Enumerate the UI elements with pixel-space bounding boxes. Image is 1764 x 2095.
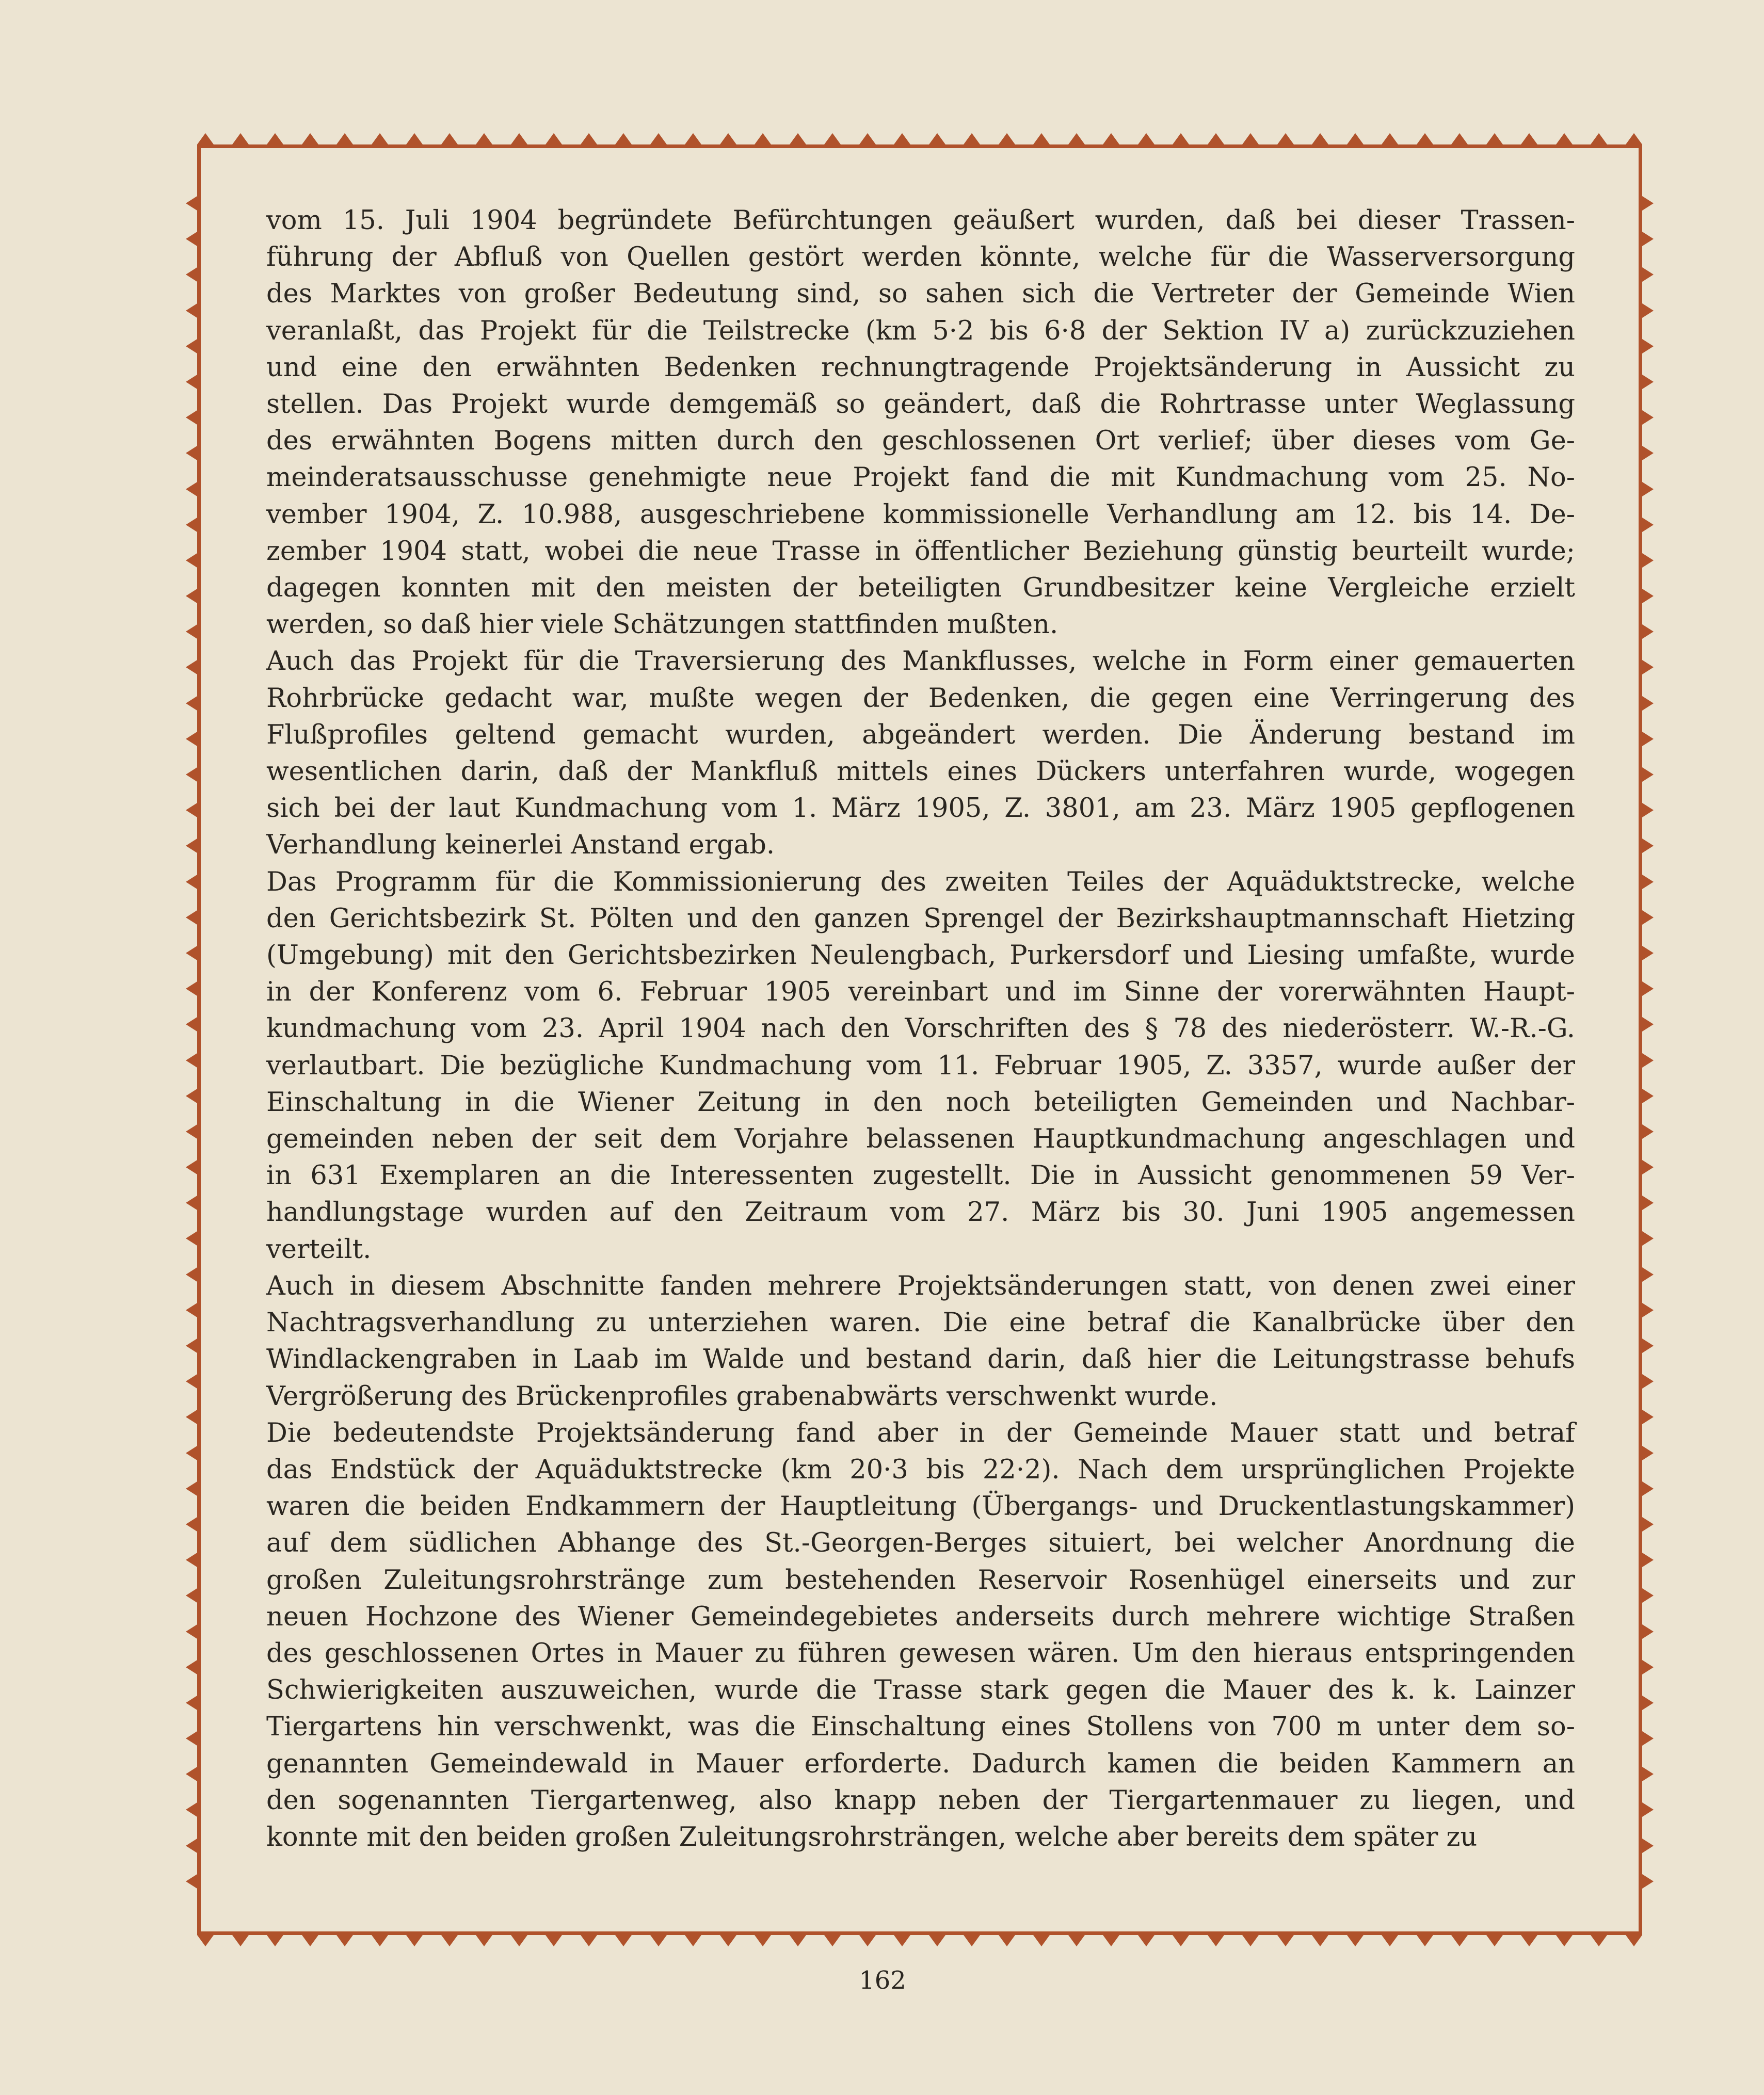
text-line: Die bedeutendste Projektsänderung fand aber in der Gemeinde Mauer statt und betraf [266, 1417, 1575, 1448]
page-number: 162 [859, 1966, 906, 1995]
ornament-triangle [1642, 946, 1654, 960]
ornament-triangle [1521, 1935, 1537, 1946]
ornament-triangle [186, 875, 197, 889]
border-left-ornament [186, 196, 197, 1889]
ornament-triangle [186, 732, 197, 746]
ornament-triangle [999, 1935, 1015, 1946]
ornament-triangle [546, 1935, 562, 1946]
ornament-triangle [1591, 1935, 1607, 1946]
text-line: Das Programm für die Kommissionierung des zweiten Teiles der Aquäduktstrecke, welche [266, 866, 1575, 897]
text-line: vember 1904, Z. 10.988, ausgeschriebene kommissionelle Verhandlung am 12. bis 14. De- [266, 499, 1575, 530]
ornament-triangle [1642, 1374, 1654, 1389]
paragraph [266, 643, 1575, 863]
ornament-triangle [186, 1410, 197, 1424]
ornament-triangle [1591, 133, 1607, 144]
text-line: dagegen konnten mit den meisten der beteiligten Grundbesitzer keine Vergleiche erzielt [266, 573, 1575, 604]
ornament-triangle [1642, 1517, 1654, 1532]
ornament-triangle [1138, 133, 1154, 144]
paragraph [266, 1268, 1575, 1415]
text-line: Auch das Projekt für die Traversierung des Mankflusses, welche in Form einer gemauerten [266, 646, 1575, 677]
ornament-triangle [1642, 1802, 1654, 1817]
text-line: den Gerichtsbezirk St. Pölten und den ganzen Sprengel der Bezirkshauptmannschaft Hietzing [266, 903, 1575, 934]
ornament-triangle [186, 410, 197, 425]
ornament-triangle [186, 1696, 197, 1710]
ornament-triangle [1242, 1935, 1259, 1946]
text-line: auf dem südlichen Abhange des St.-Georgen-Berges situiert, bei welcher Anordnung die [266, 1528, 1575, 1559]
ornament-triangle [790, 1935, 806, 1946]
text-line: gemeinden neben der seit dem Vorjahre belassenen Hauptkundmachung angeschlagen und [266, 1124, 1575, 1155]
ornament-triangle [186, 1017, 197, 1032]
ornament-triangle [186, 303, 197, 318]
ornament-triangle [186, 1588, 197, 1603]
text-line: führung der Abfluß von Quellen gestört werden könnte, welche für die Wasserversorgung [266, 242, 1575, 273]
ornament-triangle [441, 1935, 458, 1946]
ornament-triangle [186, 1660, 197, 1674]
ornament-triangle [1033, 1935, 1050, 1946]
ornament-triangle [1173, 1935, 1189, 1946]
ornament-triangle [186, 375, 197, 389]
ornament-triangle [267, 1935, 283, 1946]
ornament-triangle [441, 133, 458, 144]
ornament-triangle [186, 1874, 197, 1889]
ornament-triangle [186, 1231, 197, 1246]
ornament-triangle [1103, 133, 1119, 144]
ornament-triangle [929, 1935, 945, 1946]
ornament-triangle [1642, 1160, 1654, 1174]
text-line: verteilt. [266, 1234, 372, 1265]
text-line: veranlaßt, das Projekt für die Teilstrecke (km 5·2 bis 6·8 der Sektion IV a) zurückzuziehen [266, 315, 1575, 346]
ornament-triangle [1642, 303, 1654, 318]
ornament-triangle [186, 1839, 197, 1853]
ornament-triangle [1486, 1935, 1503, 1946]
ornament-triangle [186, 1339, 197, 1353]
ornament-triangle [1642, 1053, 1654, 1068]
ornament-triangle [372, 1935, 388, 1946]
ornament-triangle [186, 1089, 197, 1103]
ornament-triangle [186, 1053, 197, 1068]
ornament-triangle [964, 133, 980, 144]
ornament-triangle [186, 910, 197, 925]
ornament-triangle [186, 1196, 197, 1210]
ornament-triangle [1242, 133, 1259, 144]
ornament-triangle [685, 1935, 701, 1946]
text-line: (Umgebung) mit den Gerichtsbezirken Neulengbach, Purkersdorf und Liesing umfaßte, wurde [266, 940, 1575, 971]
ornament-triangle [1642, 875, 1654, 889]
text-line: großen Zuleitungsrohrstränge zum bestehenden Reservoir Rosenhügel einerseits und zur [266, 1565, 1575, 1596]
ornament-triangle [1347, 1935, 1364, 1946]
ornament-triangle [476, 133, 492, 144]
ornament-triangle [1208, 1935, 1224, 1946]
text-line: meinderatsausschusse genehmigte neue Projekt fand die mit Kundmachung vom 25. No- [266, 462, 1575, 493]
ornament-triangle [685, 133, 701, 144]
ornament-triangle [1486, 133, 1503, 144]
text-line: vom 15. Juli 1904 begründete Befürchtungen geäußert wurden, daß bei dieser Trassen- [266, 205, 1575, 236]
ornament-triangle [615, 133, 632, 144]
ornament-triangle [186, 1731, 197, 1746]
text-line: kundmachung vom 23. April 1904 nach den Vorschriften des § 78 des niederösterr. W.-R.-G. [266, 1013, 1575, 1044]
ornament-triangle [186, 518, 197, 532]
ornament-triangle [372, 133, 388, 144]
ornament-triangle [1642, 1696, 1654, 1710]
text-line: sich bei der laut Kundmachung vom 1. März 1905, Z. 3801, am 23. März 1905 gepflogenen [266, 793, 1575, 824]
ornament-triangle [186, 1517, 197, 1532]
ornament-triangle [1642, 196, 1654, 211]
text-line: Einschaltung in die Wiener Zeitung in den noch beteiligten Gemeinden und Nachbar- [266, 1087, 1575, 1118]
ornament-triangle [894, 133, 910, 144]
text-line: Windlackengraben in Laab im Walde und bestand darin, daß hier die Leitungstrasse behufs [266, 1344, 1575, 1375]
ornament-triangle [1626, 1935, 1642, 1946]
text-line: Verhandlung keinerlei Anstand ergab. [266, 830, 775, 861]
ornament-triangle [1642, 1660, 1654, 1674]
text-line: das Endstück der Aquäduktstrecke (km 20·3 bis 22·2). Nach dem ursprünglichen Projekte [266, 1454, 1575, 1485]
ornament-triangle [186, 1802, 197, 1817]
text-line: genannten Gemeindewald in Mauer erforderte. Dadurch kamen die beiden Kammern an [266, 1748, 1575, 1779]
ornament-triangle [186, 553, 197, 568]
ornament-triangle [1642, 1839, 1654, 1853]
ornament-triangle [186, 1374, 197, 1389]
text-line: Rohrbrücke gedacht war, mußte wegen der Bedenken, die gegen eine Verringerung des [266, 683, 1575, 714]
ornament-triangle [186, 446, 197, 460]
ornament-triangle [186, 696, 197, 711]
ornament-triangle [1642, 910, 1654, 925]
ornament-triangle [1642, 446, 1654, 460]
ornament-triangle [581, 1935, 597, 1946]
ornament-triangle [1642, 1231, 1654, 1246]
text-line: zember 1904 statt, wobei die neue Trasse in öffentlicher Beziehung günstig beurteilt wurde; [266, 536, 1575, 567]
ornament-triangle [581, 133, 597, 144]
text-line: handlungstage wurden auf den Zeitraum vom 27. März bis 30. Juni 1905 angemessen [266, 1197, 1575, 1228]
ornament-triangle [197, 1935, 214, 1946]
ornament-triangle [1642, 267, 1654, 282]
text-line: werden, so daß hier viele Schätzungen stattfinden mußten. [266, 609, 1059, 640]
ornament-triangle [1642, 1089, 1654, 1103]
ornament-triangle [1642, 732, 1654, 746]
ornament-triangle [186, 1767, 197, 1781]
ornament-triangle [964, 1935, 980, 1946]
text-line: und eine den erwähnten Bedenken rechnungtragende Projektsänderung in Aussicht zu [266, 352, 1575, 383]
ornament-triangle [859, 133, 876, 144]
ornament-triangle [1642, 1553, 1654, 1567]
ornament-triangle [1642, 375, 1654, 389]
ornament-triangle [1312, 1935, 1328, 1946]
border-bottom-ornament [197, 1935, 1642, 1946]
text-line: in 631 Exemplaren an die Interessenten zugestellt. Die in Aussicht genommenen 59 Ver- [266, 1161, 1575, 1191]
ornament-triangle [1642, 553, 1654, 568]
ornament-triangle [1642, 589, 1654, 603]
ornament-triangle [1556, 1935, 1573, 1946]
ornament-triangle [1626, 133, 1642, 144]
ornament-triangle [755, 1935, 771, 1946]
ornament-triangle [1642, 482, 1654, 496]
ornament-triangle [267, 133, 283, 144]
ornament-triangle [1642, 981, 1654, 996]
text-line: wesentlichen darin, daß der Mankfluß mittels eines Dückers unterfahren wurde, wogegen [266, 756, 1575, 787]
ornament-triangle [1642, 1624, 1654, 1639]
ornament-triangle [1382, 1935, 1398, 1946]
ornament-triangle [1642, 1874, 1654, 1889]
paragraph [266, 1415, 1575, 1856]
ornament-triangle [511, 1935, 527, 1946]
ornament-triangle [1208, 133, 1224, 144]
ornament-triangle [1642, 1339, 1654, 1353]
ornament-triangle [186, 1303, 197, 1317]
ornament-triangle [336, 1935, 353, 1946]
text-line: Nachtragsverhandlung zu unterziehen waren. Die eine betraf die Kanalbrücke über den [266, 1308, 1575, 1339]
ornament-triangle [186, 1160, 197, 1174]
ornament-triangle [511, 133, 527, 144]
ornament-triangle [859, 1935, 876, 1946]
ornament-triangle [1642, 1196, 1654, 1210]
ornament-triangle [186, 803, 197, 817]
ornament-triangle [1417, 1935, 1433, 1946]
text-line: konnte mit den beiden großen Zuleitungsrohrsträngen, welche aber bereits dem später zu [266, 1822, 1478, 1852]
text-line: Vergrößerung des Brückenprofiles grabenabwärts verschwenkt wurde. [266, 1381, 1218, 1412]
ornament-triangle [186, 1624, 197, 1639]
ornament-triangle [186, 946, 197, 960]
ornament-triangle [302, 133, 318, 144]
ornament-triangle [1277, 1935, 1294, 1946]
ornament-triangle [790, 133, 806, 144]
ornament-triangle [720, 133, 736, 144]
ornament-triangle [720, 1935, 736, 1946]
ornament-triangle [1068, 133, 1085, 144]
ornament-triangle [650, 133, 667, 144]
ornament-triangle [406, 1935, 423, 1946]
text-line: Tiergartens hin verschwenkt, was die Einschaltung eines Stollens von 700 m unter dem so- [266, 1712, 1575, 1743]
ornament-triangle [1642, 839, 1654, 853]
ornament-triangle [186, 981, 197, 996]
ornament-triangle [186, 624, 197, 639]
ornament-triangle [1642, 518, 1654, 532]
ornament-triangle [650, 1935, 667, 1946]
ornament-triangle [186, 482, 197, 496]
ornament-triangle [1642, 767, 1654, 782]
text-line: Schwierigkeiten auszuweichen, wurde die Trasse stark gegen die Mauer des k. k. Lainzer [266, 1675, 1575, 1706]
ornament-triangle [197, 133, 214, 144]
ornament-triangle [1556, 133, 1573, 144]
text-line: verlautbart. Die bezügliche Kundmachung vom 11. Februar 1905, Z. 3357, wurde außer der [266, 1050, 1575, 1081]
ornament-triangle [186, 1124, 197, 1139]
ornament-triangle [1642, 1410, 1654, 1424]
ornament-triangle [1642, 1731, 1654, 1746]
text-line: des erwähnten Bogens mitten durch den geschlossenen Ort verlief; über dieses vom Ge- [266, 426, 1575, 457]
ornament-triangle [186, 1446, 197, 1460]
text-line: neuen Hochzone des Wiener Gemeindegebietes anderseits durch mehrere wichtige Straßen [266, 1601, 1575, 1632]
ornament-triangle [406, 133, 423, 144]
ornament-triangle [186, 196, 197, 211]
ornament-triangle [1173, 133, 1189, 144]
ornament-triangle [1642, 660, 1654, 674]
ornament-triangle [1347, 133, 1364, 144]
ornament-triangle [1642, 1017, 1654, 1032]
ornament-triangle [1277, 133, 1294, 144]
ornament-triangle [1312, 133, 1328, 144]
ornament-triangle [755, 133, 771, 144]
ornament-triangle [1642, 232, 1654, 246]
ornament-triangle [1642, 410, 1654, 425]
body-text [266, 202, 1575, 1856]
ornament-triangle [1642, 1124, 1654, 1139]
ornament-triangle [232, 133, 249, 144]
ornament-triangle [824, 133, 841, 144]
ornament-triangle [186, 267, 197, 282]
ornament-triangle [186, 232, 197, 246]
ornament-triangle [1521, 133, 1537, 144]
ornament-triangle [1642, 696, 1654, 711]
ornament-triangle [1642, 1303, 1654, 1317]
ornament-triangle [186, 839, 197, 853]
text-line: waren die beiden Endkammern der Hauptleitung (Übergangs- und Druckentlastungskammer) [266, 1491, 1575, 1522]
ornament-triangle [546, 133, 562, 144]
ornament-triangle [302, 1935, 318, 1946]
ornament-triangle [1642, 1481, 1654, 1496]
ornament-triangle [1642, 1588, 1654, 1603]
ornament-triangle [186, 589, 197, 603]
text-line: in der Konferenz vom 6. Februar 1905 vereinbart und im Sinne der vorerwähnten Haupt- [266, 977, 1575, 1008]
ornament-triangle [232, 1935, 249, 1946]
ornament-triangle [476, 1935, 492, 1946]
text-line: des geschlossenen Ortes in Mauer zu führen gewesen wären. Um den hieraus entspringenden [266, 1638, 1575, 1669]
text-line: des Marktes von großer Bedeutung sind, so sahen sich die Vertreter der Gemeinde Wien [266, 279, 1575, 310]
ornament-triangle [1417, 133, 1433, 144]
ornament-triangle [894, 1935, 910, 1946]
ornament-triangle [186, 1553, 197, 1567]
ornament-triangle [1103, 1935, 1119, 1946]
ornament-triangle [1451, 133, 1468, 144]
text-line: stellen. Das Projekt wurde demgemäß so geändert, daß die Rohrtrasse unter Weglassung [266, 389, 1575, 420]
text-line: den sogenannten Tiergartenweg, also knapp neben der Tiergartenmauer zu liegen, und [266, 1785, 1575, 1816]
paragraph [266, 864, 1575, 1268]
border-top-ornament [197, 133, 1642, 144]
ornament-triangle [186, 1267, 197, 1282]
ornament-triangle [1642, 339, 1654, 353]
ornament-triangle [999, 133, 1015, 144]
ornament-triangle [186, 660, 197, 674]
ornament-triangle [1642, 1267, 1654, 1282]
ornament-triangle [1642, 624, 1654, 639]
border-right-ornament [1642, 196, 1654, 1889]
paragraph [266, 202, 1575, 643]
ornament-triangle [1068, 1935, 1085, 1946]
ornament-triangle [186, 1481, 197, 1496]
text-line: Flußprofiles geltend gemacht wurden, abgeändert werden. Die Änderung bestand im [266, 719, 1575, 750]
ornament-triangle [186, 339, 197, 353]
ornament-triangle [929, 133, 945, 144]
ornament-triangle [1138, 1935, 1154, 1946]
ornament-triangle [336, 133, 353, 144]
ornament-triangle [1642, 803, 1654, 817]
ornament-triangle [1033, 133, 1050, 144]
ornament-triangle [1642, 1446, 1654, 1460]
ornament-triangle [615, 1935, 632, 1946]
text-line: Auch in diesem Abschnitte fanden mehrere Projektsänderungen statt, von denen zwei einer [266, 1270, 1575, 1301]
ornament-triangle [1642, 1767, 1654, 1781]
ornament-triangle [186, 767, 197, 782]
ornament-triangle [1382, 133, 1398, 144]
ornament-triangle [824, 1935, 841, 1946]
ornament-triangle [1451, 1935, 1468, 1946]
